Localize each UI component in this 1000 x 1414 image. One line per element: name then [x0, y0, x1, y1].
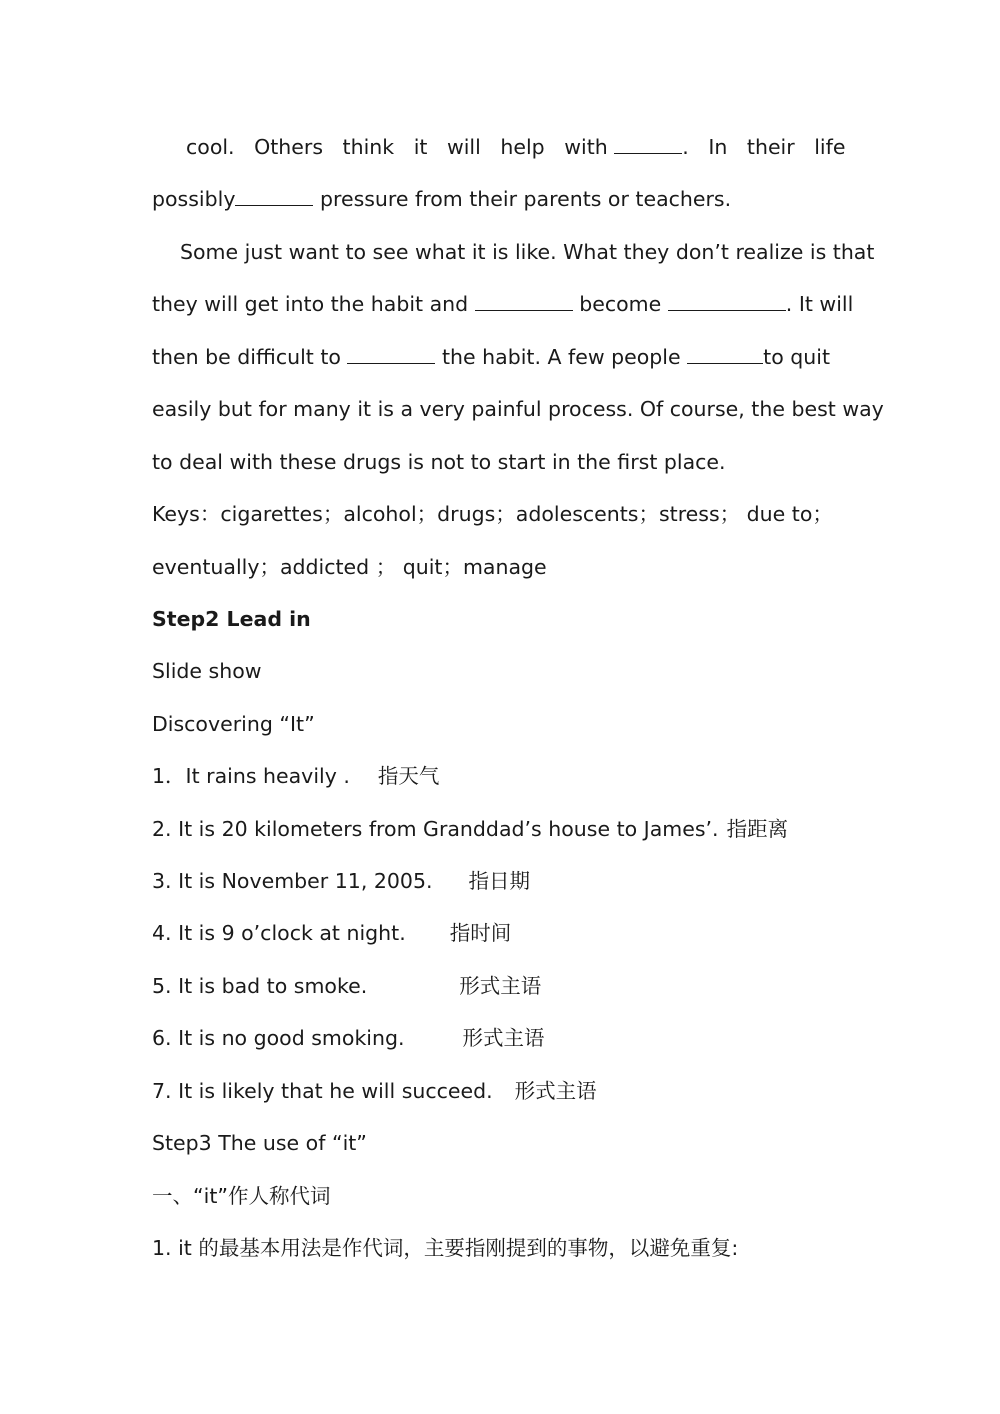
passage-line-7: to deal with these drugs is not to start in the first place.: [152, 450, 726, 474]
step3-heading: Step3 The use of “it”: [152, 1131, 367, 1155]
example-line-2: [152, 814, 849, 844]
example-line-4: [152, 918, 849, 948]
keys-line-2: eventually；addicted ； quit；manage: [152, 555, 547, 579]
fill-blank: [668, 292, 786, 311]
passage-line-2: [152, 184, 849, 214]
example-english: 3. It is November 11, 2005.: [152, 869, 433, 893]
passage-text: pressure from their parents or teachers.: [313, 187, 732, 211]
passage-line-4: [152, 289, 854, 319]
example-line-6: [152, 1023, 849, 1053]
fill-blank: [347, 345, 435, 364]
usage-item-1: 1. it 的最基本用法是作代词，主要指刚提到的事物，以避免重复:: [152, 1236, 739, 1260]
example-line-7: [152, 1076, 849, 1106]
passage-text: . It will: [785, 292, 854, 316]
example-english: 5. It is bad to smoke.: [152, 974, 368, 998]
example-line-1: [152, 761, 849, 791]
example-chinese: 指天气: [377, 764, 440, 788]
example-english: 2. It is 20 kilometers from Granddad’s house to James’.: [152, 817, 719, 841]
example-chinese: 指时间: [449, 921, 512, 945]
fill-blank: [475, 292, 573, 311]
keys-line-1: Keys：cigarettes；alcohol；drugs；adolescents；stress； due to；: [152, 502, 833, 526]
example-chinese: 指日期: [468, 869, 531, 893]
passage-line-3: Some just want to see what it is like. What they don’t realize is that: [180, 240, 875, 264]
fill-blank: [687, 345, 763, 364]
example-chinese: 形式主语: [459, 974, 542, 998]
passage-text: cool. Others think it will help with: [186, 135, 608, 159]
section-heading-1: 一、“it”作人称代词: [152, 1184, 331, 1208]
passage-text: the habit. A few people: [441, 345, 681, 369]
passage-line-5: [152, 342, 849, 372]
example-chinese: 形式主语: [514, 1079, 597, 1103]
discovering-it-text: Discovering “It”: [152, 712, 315, 736]
example-chinese: 形式主语: [462, 1026, 545, 1050]
passage-line-6: easily but for many it is a very painful process. Of course, the best way: [152, 397, 884, 421]
passage-text: become: [579, 292, 662, 316]
example-line-3: [152, 866, 849, 896]
example-chinese: 指距离: [726, 817, 789, 841]
passage-line-1: [186, 132, 849, 162]
example-english: 6. It is no good smoking.: [152, 1026, 405, 1050]
passage-text: possibly: [152, 187, 236, 211]
slide-show-text: Slide show: [152, 659, 262, 683]
passage-text: to quit: [763, 345, 830, 369]
example-english: 4. It is 9 o’clock at night.: [152, 921, 406, 945]
fill-blank: [235, 187, 313, 206]
step2-heading: Step2 Lead in: [152, 607, 311, 631]
example-english: 7. It is likely that he will succeed.: [152, 1079, 493, 1103]
passage-text: then be difficult to: [152, 345, 341, 369]
fill-blank: [614, 135, 682, 154]
passage-text: they will get into the habit and: [152, 292, 469, 316]
example-line-5: [152, 971, 849, 1001]
example-english: 1．It rains heavily .: [152, 764, 350, 788]
passage-text: . In their life: [682, 135, 846, 159]
